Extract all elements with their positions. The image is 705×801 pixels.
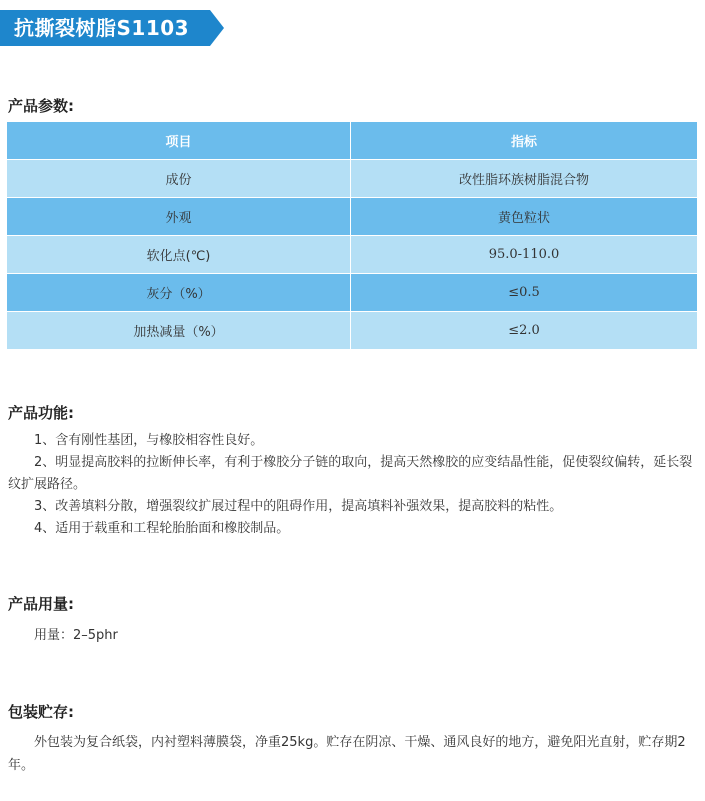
function-item: 3、改善填料分散，增强裂纹扩展过程中的阻碍作用，提高填料补强效果，提高胶料的粘性。 bbox=[34, 499, 563, 514]
dosage-text: 用量：2–5phr bbox=[34, 628, 118, 643]
table-header-row bbox=[7, 122, 697, 160]
table-row bbox=[7, 198, 697, 236]
table-cell-item: 软化点(℃) bbox=[7, 236, 351, 274]
table-row bbox=[7, 236, 697, 274]
storage-text bbox=[8, 731, 698, 777]
function-item: 2、明显提高胶料的拉断伸长率，有利于橡胶分子链的取向，提高天然橡胶的应变结晶性能，促使裂纹偏转，延长裂纹扩展路径。 bbox=[8, 455, 693, 492]
section-functions-heading: 产品功能: bbox=[8, 404, 74, 422]
table-cell-value: ≤0.5 bbox=[351, 274, 698, 312]
table-row bbox=[7, 312, 697, 350]
params-table bbox=[7, 122, 697, 350]
table-cell-value: 黄色粒状 bbox=[351, 198, 698, 236]
storage-paragraph: 外包装为复合纸袋，内衬塑料薄膜袋，净重25kg。贮存在阴凉、干燥、通风良好的地方，避免阳光直射，贮存期2年。 bbox=[8, 735, 686, 773]
section-dosage-heading: 产品用量: bbox=[8, 595, 74, 613]
table-cell-item: 外观 bbox=[7, 198, 351, 236]
functions-list bbox=[8, 430, 696, 540]
table-row bbox=[7, 274, 697, 312]
table-cell-value: 95.0-110.0 bbox=[351, 236, 698, 274]
page-title: 抗撕裂树脂S1103 bbox=[14, 16, 190, 40]
table-cell-item: 加热减量（%） bbox=[7, 312, 351, 350]
table-row bbox=[7, 160, 697, 198]
title-banner bbox=[0, 10, 224, 46]
section-params-heading: 产品参数: bbox=[8, 97, 74, 115]
table-cell-value: 改性脂环族树脂混合物 bbox=[351, 160, 698, 198]
table-cell-item: 灰分（%） bbox=[7, 274, 351, 312]
section-storage-heading: 包装贮存: bbox=[8, 703, 74, 721]
table-header-spec: 指标 bbox=[351, 122, 698, 160]
function-item: 4、适用于载重和工程轮胎胎面和橡胶制品。 bbox=[34, 521, 290, 536]
function-item: 1、含有刚性基团，与橡胶相容性良好。 bbox=[34, 433, 264, 448]
table-cell-item: 成份 bbox=[7, 160, 351, 198]
table-header-item: 项目 bbox=[7, 122, 351, 160]
table-cell-value: ≤2.0 bbox=[351, 312, 698, 350]
